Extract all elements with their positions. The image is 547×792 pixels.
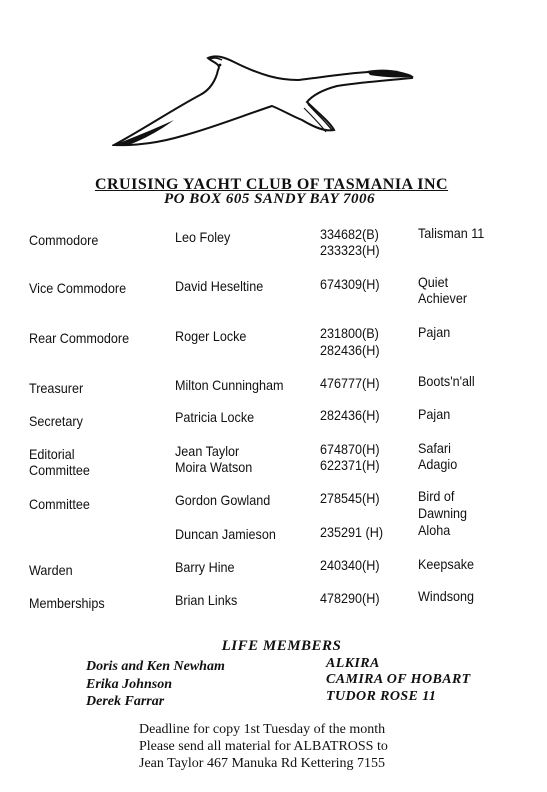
officer-boat: Dawning [418,505,468,521]
club-name: CRUISING YACHT CLUB OF TASMANIA INC [94,176,449,193]
officer-name: Jean Taylor [175,443,240,459]
role-warden: Warden [29,562,73,578]
officer-boat: Keepsake [418,556,475,572]
officer-name: Leo Foley [175,229,231,245]
officer-phone: 278545(H) [320,490,380,506]
officer-phone: 674870(H) [320,441,380,457]
officer-phone: 233323(H) [320,242,380,258]
life-members-heading: LIFE MEMBERS [221,638,342,654]
officer-phone: 674309(H) [320,276,380,292]
officer-phone: 282436(H) [320,407,380,423]
albatross-illustration [112,50,418,154]
officer-boat: Pajan [418,406,451,422]
life-member-yacht: ALKIRA [326,656,380,671]
officer-boat: Quiet [418,274,449,290]
role-vice-commodore: Vice Commodore [29,280,127,296]
officer-phone: 240340(H) [320,557,380,573]
role-rear-commodore: Rear Commodore [29,330,130,346]
officer-boat: Adagio [418,456,458,472]
officer-boat: Windsong [418,588,475,604]
officer-name: Barry Hine [175,559,235,575]
role-committee: Committee [29,496,90,512]
officer-name: David Heseltine [175,278,264,294]
officer-boat: Achiever [418,290,468,306]
officer-name: Milton Cunningham [175,377,284,393]
footer-address: Jean Taylor 467 Manuka Rd Kettering 7155 [139,756,386,771]
officer-boat: Talisman 11 [418,225,485,241]
footer-deadline: Deadline for copy 1st Tuesday of the month [139,722,386,737]
officer-boat: Boots'n'all [418,373,475,389]
role-editorial-committee: Committee [29,462,90,478]
officer-name: Moira Watson [175,459,253,475]
life-member-yacht: CAMIRA OF HOBART [326,672,471,687]
officer-phone: 231800(B) [320,325,379,341]
officer-boat: Aloha [418,522,451,538]
officer-phone: 478290(H) [320,590,380,606]
officer-boat: Pajan [418,324,451,340]
officer-phone: 235291 (H) [320,524,384,540]
club-address: PO BOX 605 SANDY BAY 7006 [164,191,375,207]
officer-phone: 334682(B) [320,226,379,242]
life-member-name: Derek Farrar [86,694,165,709]
officer-phone: 622371(H) [320,457,380,473]
life-member-name: Erika Johnson [86,677,172,692]
officer-phone: 476777(H) [320,375,380,391]
officer-name: Gordon Gowland [175,492,271,508]
footer-send-material: Please send all material for ALBATROSS to [139,739,388,754]
officer-phone: 282436(H) [320,342,380,358]
role-secretary: Secretary [29,413,83,429]
officer-boat: Safari [418,440,451,456]
role-commodore: Commodore [29,232,99,248]
officer-name: Brian Links [175,592,238,608]
officer-boat: Bird of [418,488,455,504]
role-treasurer: Treasurer [29,380,84,396]
officer-name: Duncan Jamieson [175,526,276,542]
officer-name: Patricia Locke [175,409,255,425]
role-memberships: Memberships [29,595,105,611]
life-member-name: Doris and Ken Newham [86,659,225,674]
life-member-yacht: TUDOR ROSE 11 [326,689,437,704]
officer-name: Roger Locke [175,328,247,344]
role-editorial: Editorial [29,446,75,462]
